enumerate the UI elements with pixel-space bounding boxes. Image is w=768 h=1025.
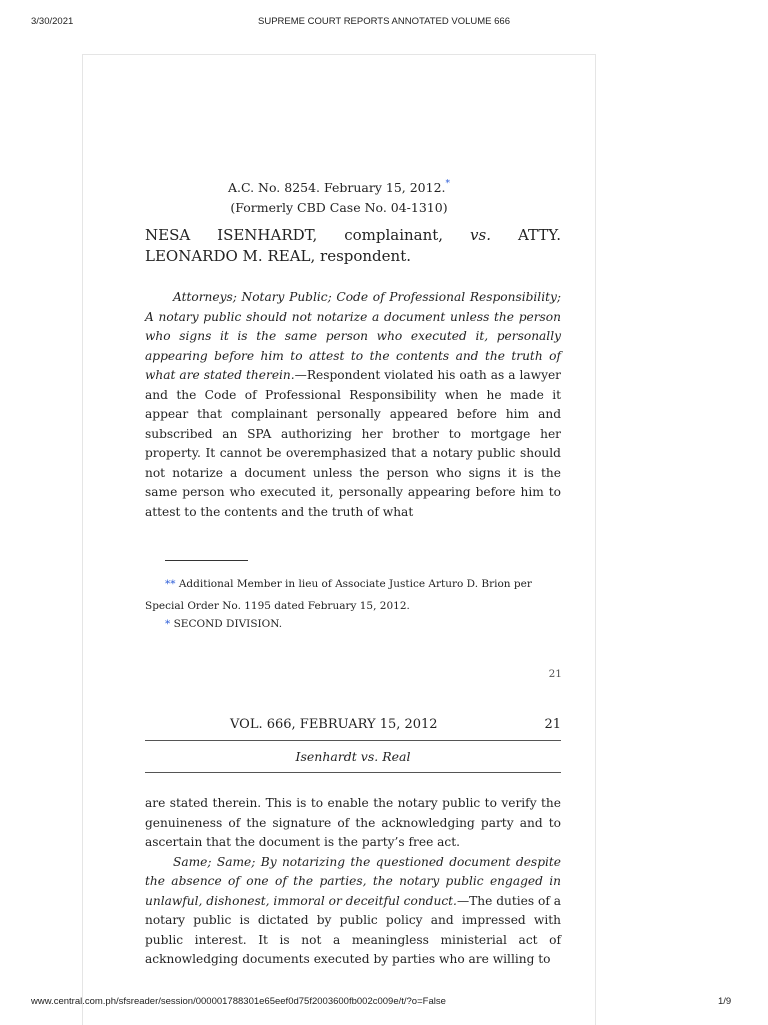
division-footnote-link[interactable]: * — [445, 179, 451, 189]
print-footer-url: www.central.com.ph/sfsreader/session/000001788301e65eef0d75f2003600fb002c009e/t/?o=False — [31, 996, 446, 1007]
body-continuation — [145, 794, 561, 970]
case-number-date: A.C. No. 8254. February 15, 2012. — [227, 180, 446, 195]
syllabus-2-heading: Same; Same; By notarizing the questioned document despite the absence of one of the parties, the notary public engaged in unlawful, dishonest, immoral or deceitful conduct. — [145, 854, 561, 908]
complainant: NESA ISENHARDT, complainant, — [145, 226, 471, 244]
running-head-rule-top — [145, 740, 561, 741]
continuation-paragraph: are stated therein. This is to enable the notary public to verify the genuineness of the signature of the acknowledging party and to ascertain that the document is the party’s free act. — [145, 796, 561, 849]
syllabus-2-text: —The duties of a notary public is dictated by public policy and impressed with public interest. It is not a meaningless ministerial act of acknowledging documents executed by parties who are willing to — [145, 893, 561, 966]
print-footer-page: 1/9 — [718, 996, 732, 1007]
footnote-2 — [165, 618, 282, 630]
syllabus-paragraph-1 — [145, 288, 561, 522]
versus: vs. — [470, 226, 491, 244]
footnote-divider — [165, 560, 248, 561]
footnote-2-text: SECOND DIVISION. — [170, 618, 283, 630]
running-head-rule-bottom — [145, 772, 561, 773]
print-date: 3/30/2021 — [31, 16, 74, 27]
running-head-volume: VOL. 666, FEBRUARY 15, 2012 — [230, 717, 438, 732]
case-parties — [145, 225, 561, 267]
page-number: 21 — [548, 668, 562, 680]
case-number-line — [83, 180, 595, 195]
formerly-case-line: (Formerly CBD Case No. 04-1310) — [230, 200, 448, 215]
footnote-1-text: Additional Member in lieu of Associate Justice Arturo D. Brion per Special Order No. 1195 dated February 15, 2012. — [145, 578, 532, 612]
print-header-title: SUPREME COURT REPORTS ANNOTATED VOLUME 666 — [258, 16, 510, 27]
footnote-2-mark: * — [165, 618, 171, 630]
footnote-1-mark: ** — [165, 578, 176, 590]
syllabus-paragraph-2 — [145, 853, 561, 970]
footnote-1 — [145, 573, 565, 617]
syllabus-text: —Respondent violated his oath as a lawyer and the Code of Professional Responsibility when he made it appear that complainant personally appeared before him and subscribed an SPA authorizing her brother to mortgage her property. It cannot be overemphasized that a notary public should not notarize a document unless the person who signs it is the same person who executed it, personally appearing before him to attest to the contents and the truth of what — [145, 368, 561, 519]
syllabus-heading: Attorneys; Notary Public; Code of Professional Responsibility; A notary public should not notarize a document unless the person who signs it is the same person who executed it, personally appearing before him to attest to the contents and the truth of what are stated therein. — [145, 290, 561, 382]
running-head-title: Isenhardt vs. Real — [295, 749, 411, 764]
running-head-page: 21 — [544, 717, 561, 732]
document-page — [82, 54, 596, 1025]
respondent: ATTY. LEONARDO M. REAL, respondent. — [145, 226, 561, 265]
